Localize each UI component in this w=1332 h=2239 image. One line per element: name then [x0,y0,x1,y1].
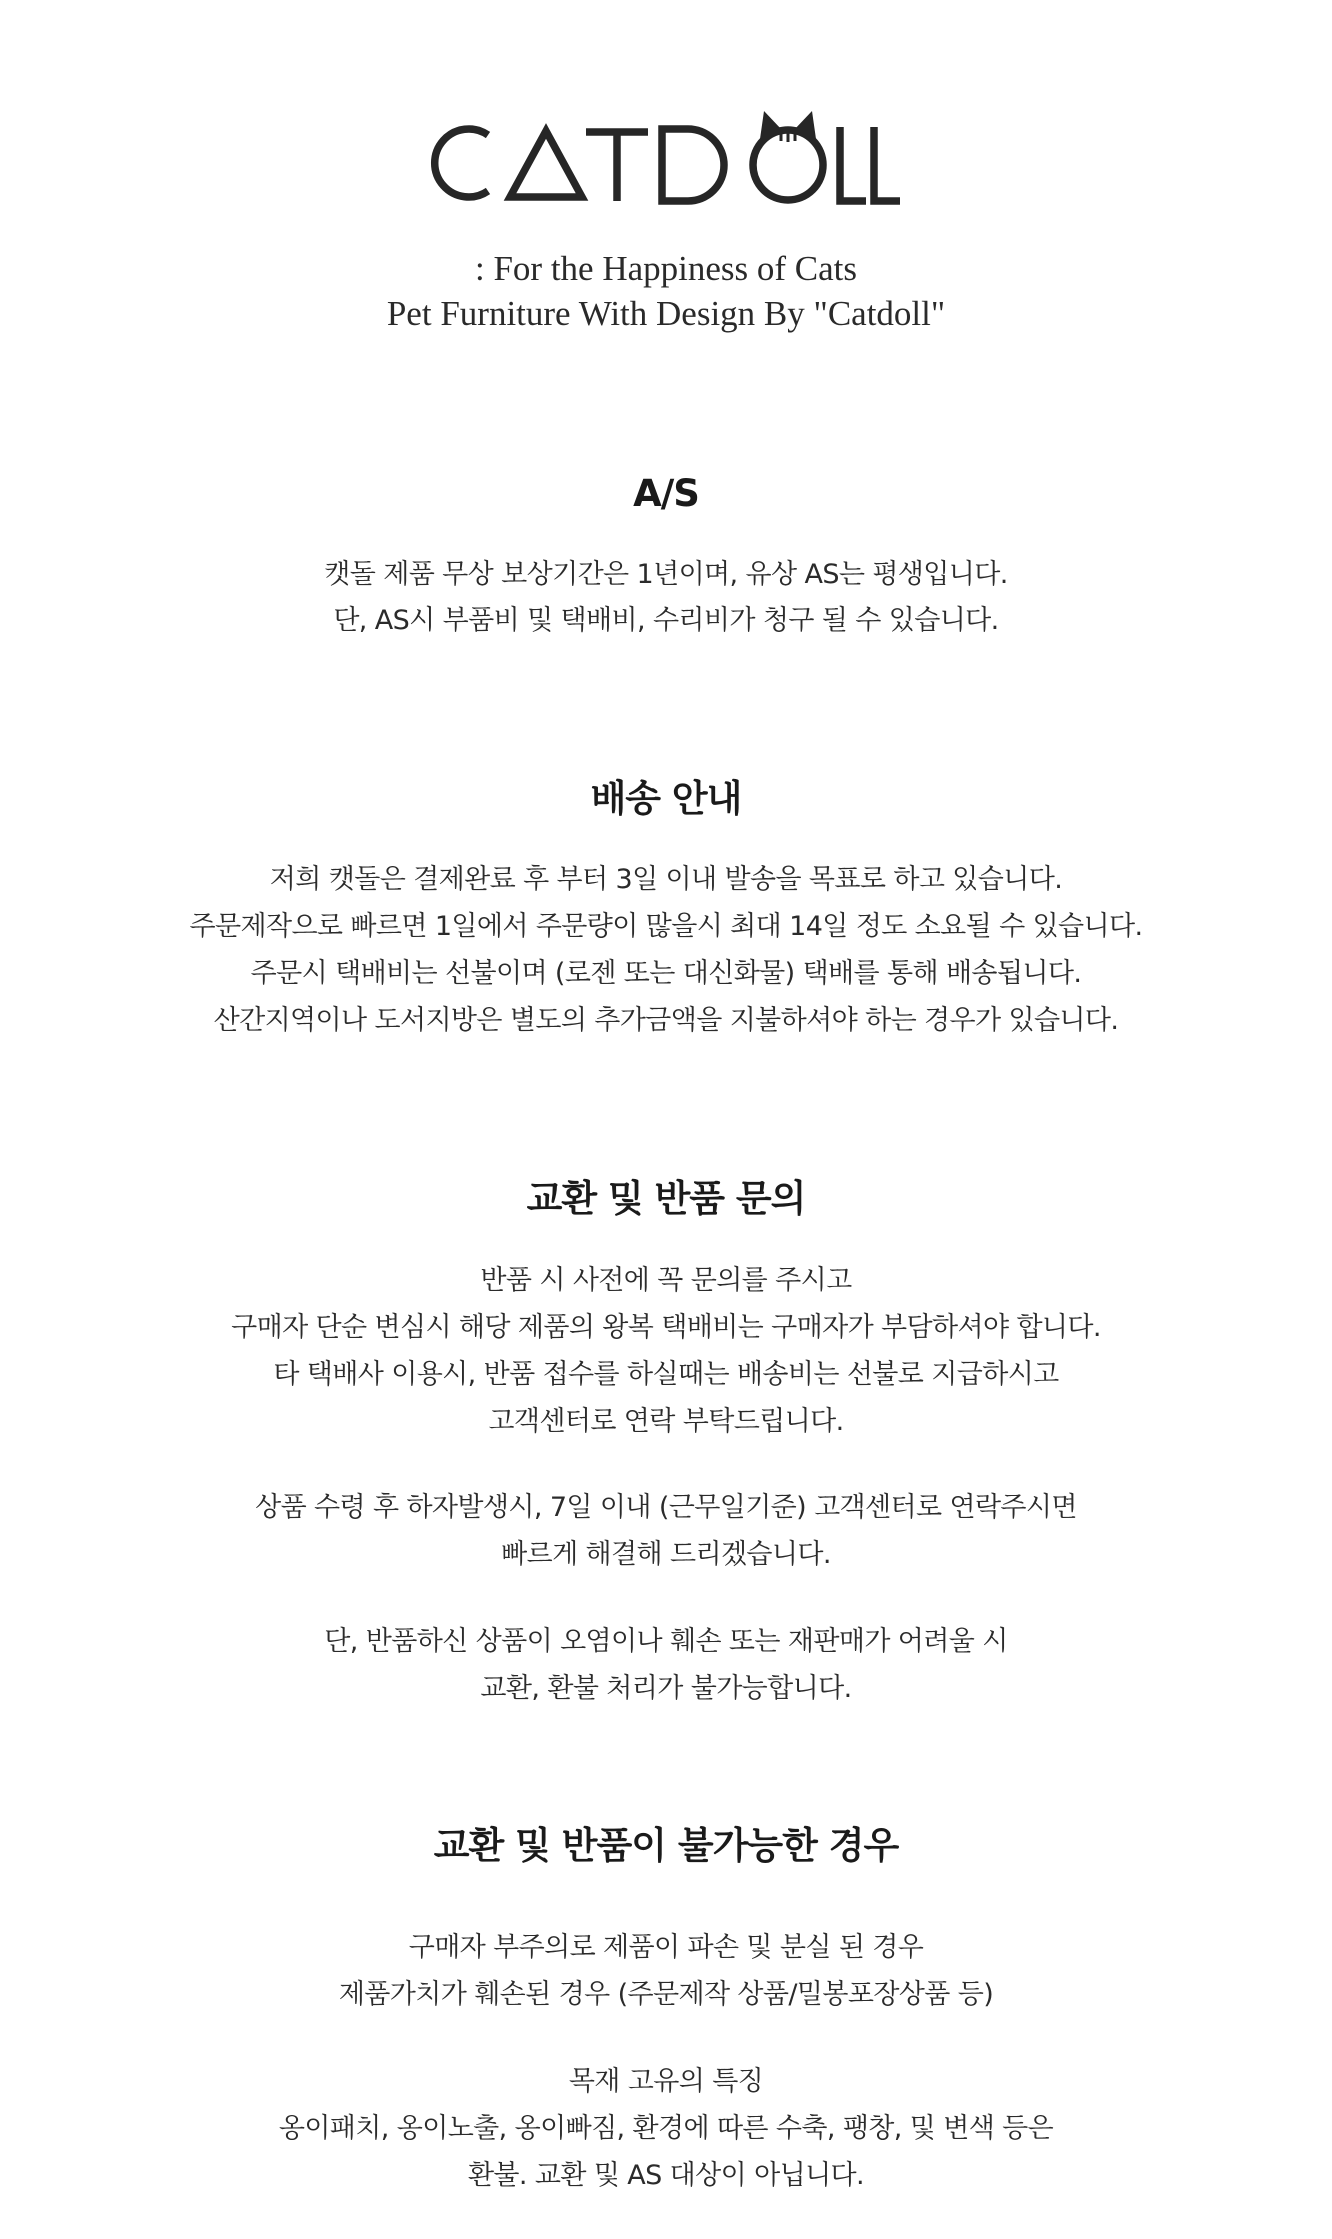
exchange-line-3: 타 택배사 이용시, 반품 접수를 하실때는 배송비는 선불로 지급하시고 [273,1359,1059,1390]
exchange-section-title: 교환 및 반품 문의 [526,1177,806,1220]
as-section-title: A/S [633,472,699,515]
no-exchange-line-3: 목재 고유의 특징 [568,2066,764,2097]
shipping-line-3: 주문시 택배비는 선불이며 (로젠 또는 대신화물) 택배를 통해 배송됩니다. [250,958,1082,989]
no-exchange-line-2: 제품가치가 훼손된 경우 (주문제작 상품/밀봉포장상품 등) [338,1979,994,2010]
tagline-line-2: Pet Furniture With Design By "Catdoll" [386,294,946,333]
exchange-line-8: 교환, 환불 처리가 불가능합니다. [480,1673,852,1704]
exchange-line-1: 반품 시 사전에 꼭 문의를 주시고 [480,1265,852,1296]
catdoll-logo-graphic [426,105,906,215]
no-exchange-line-4: 옹이패치, 옹이노출, 옹이빠짐, 환경에 따른 수축, 팽창, 및 변색 등은 [278,2113,1054,2144]
catdoll-logo [0,105,1332,215]
shipping-section-title: 배송 안내 [590,777,742,820]
as-line-1: 캣돌 제품 무상 보상기간은 1년이며, 유상 AS는 평생입니다. [324,559,1008,590]
exchange-line-5: 상품 수령 후 하자발생시, 7일 이내 (근무일기준) 고객센터로 연락주시면 [255,1492,1077,1523]
shipping-line-1: 저희 캣돌은 결제완료 후 부터 3일 이내 발송을 목표로 하고 있습니다. [269,864,1063,895]
exchange-line-7: 단, 반품하신 상품이 오염이나 훼손 또는 재판매가 어려울 시 [324,1626,1008,1657]
no-exchange-line-5: 환불. 교환 및 AS 대상이 아닙니다. [467,2160,865,2191]
no-exchange-line-1: 구매자 부주의로 제품이 파손 및 분실 된 경우 [408,1932,924,1963]
as-line-2: 단, AS시 부품비 및 택배비, 수리비가 청구 될 수 있습니다. [333,605,999,636]
no-exchange-section-title: 교환 및 반품이 불가능한 경우 [433,1824,899,1867]
shipping-line-2: 주문제작으로 빠르면 1일에서 주문량이 많을시 최대 14일 정도 소요될 수 있습니다. [189,911,1143,942]
tagline-line-1: : For the Happiness of Cats [474,249,858,288]
exchange-line-6: 빠르게 해결해 드리겠습니다. [501,1539,831,1570]
exchange-line-2: 구매자 단순 변심시 해당 제품의 왕복 택배비는 구매자가 부담하셔야 합니다. [231,1312,1101,1343]
exchange-line-4: 고객센터로 연락 부탁드립니다. [488,1406,844,1437]
shipping-line-4: 산간지역이나 도서지방은 별도의 추가금액을 지불하셔야 하는 경우가 있습니다. [213,1005,1119,1036]
